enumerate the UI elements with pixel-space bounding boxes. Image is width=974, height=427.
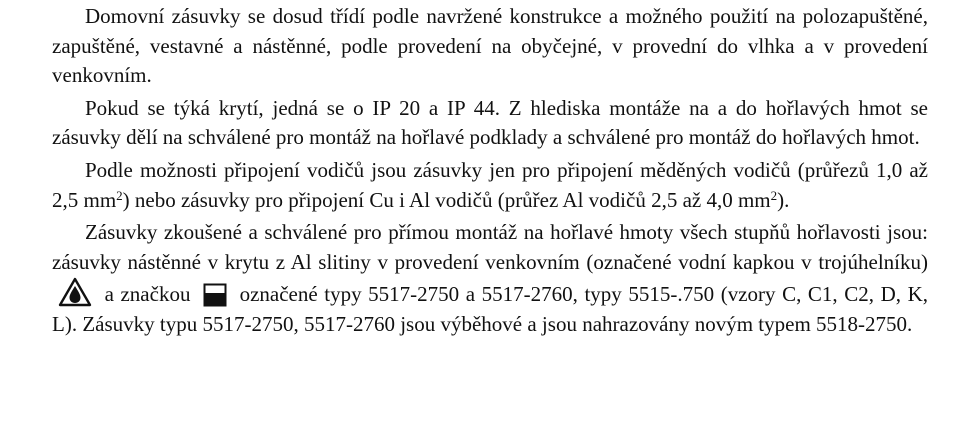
paragraph-text: Pokud se týká krytí, jedná se o IP 20 a IP 44. Z hlediska montáže na a do hořlavých hmot se zásuvky dělí na schválené pro montáž na hořlavé podklady a schválené pro montáž do hořlavých hmot. <box>52 95 928 150</box>
superscript-exponent: 2 <box>116 187 123 203</box>
paragraph-text-part: Podle možnosti připojení vodičů jsou zásuvky jen pro připojení měděných vodičů (průřezů 1,0 až 2,5 mm <box>52 157 928 212</box>
document-page <box>52 2 928 340</box>
paragraph-text-part: ) nebo zásuvky pro připojení Cu i Al vodičů (průřez Al vodičů 2,5 až 4,0 mm <box>122 187 771 212</box>
paragraph-approved-sockets <box>52 218 928 339</box>
paragraph-conductor-connection <box>52 156 928 215</box>
superscript-exponent: 2 <box>770 187 778 203</box>
half-filled-square-icon <box>203 283 227 307</box>
paragraph-text-part: a značkou <box>104 282 191 307</box>
paragraph-text-part: ). <box>777 187 790 212</box>
paragraph-text-part: Zásuvky zkoušené a schválené pro přímou montáž na hořlavé hmoty všech stupňů hořlavosti jsou: zásuvky nástěnné v krytu z Al slitiny v provedení venkovním (označené vodní kapkou v trojúhelníku) <box>52 220 928 274</box>
paragraph-text-part: označené typy 5517-2750 a 5517-2760, typy 5515-.750 (vzory C, C1, C2, D, K, L). Zásuvky typu 5517-2750, 5517-2760 jsou výběhové a jsou nahrazovány novým typem 5518-2750. <box>52 282 928 336</box>
paragraph-text: Domovní zásuvky se dosud třídí podle navržené konstrukce a možného použití na polozapuštěné, zapuštěné, vestavné a nástěnné, podle provedení na obyčejné, v provední do vlhka a v provedení venkovním. <box>52 4 928 88</box>
paragraph-protection-rating <box>52 94 928 153</box>
paragraph-socket-classification <box>52 2 928 91</box>
water-drop-in-triangle-icon <box>58 277 92 307</box>
